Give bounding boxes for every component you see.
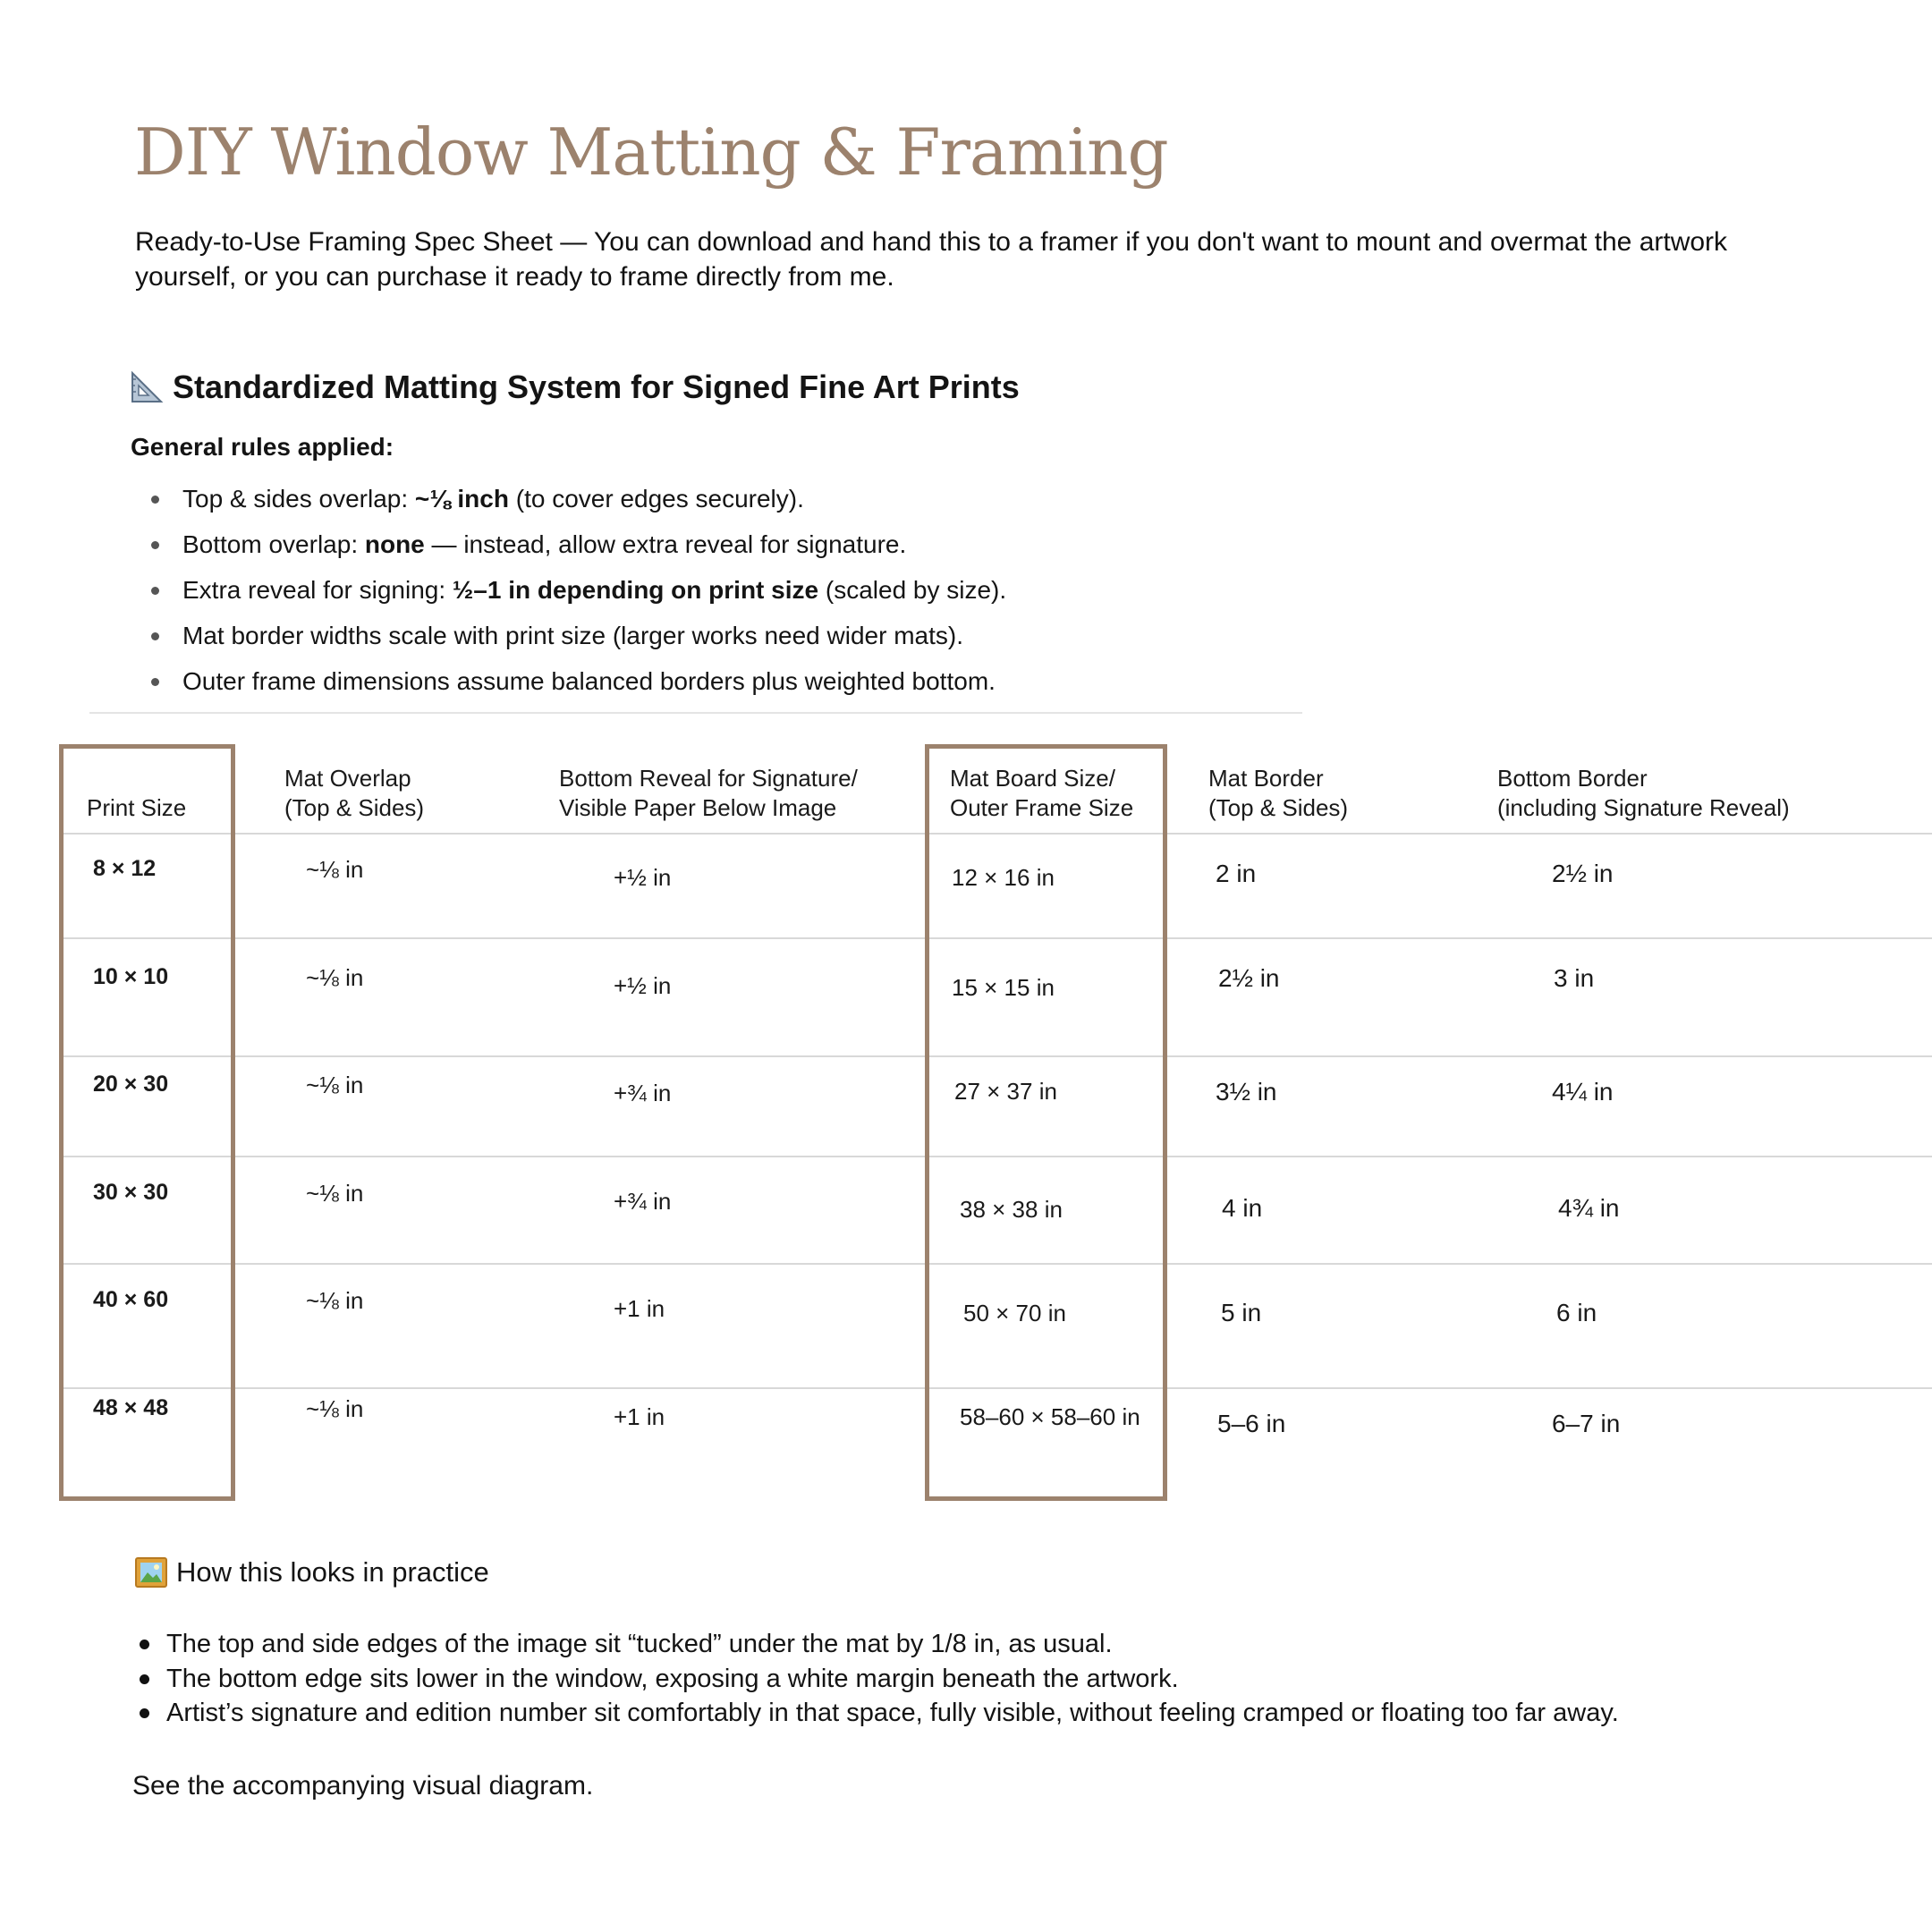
mat-board-column-highlight bbox=[925, 744, 1167, 1501]
page-title: DIY Window Matting & Framing bbox=[134, 114, 1168, 190]
triangular-ruler-icon bbox=[130, 370, 164, 404]
header-bottom-reveal: Bottom Reveal for Signature/ Visible Paper Below Image bbox=[559, 765, 858, 821]
intro-paragraph: Ready-to-Use Framing Spec Sheet — You can download and hand this to a framer if you don't want to mount and overmat the artwork yourself, or you can purchase it ready to frame directly from me. bbox=[135, 227, 1728, 292]
cell-overlap: ~⅛ in bbox=[306, 1287, 364, 1314]
cell-border: 5 in bbox=[1221, 1299, 1262, 1326]
header-mat-overlap: Mat Overlap (Top & Sides) bbox=[284, 765, 425, 821]
cell-reveal: +1 in bbox=[614, 1403, 665, 1430]
cell-overlap: ~⅛ in bbox=[306, 964, 364, 991]
cell-board-size: 15 × 15 in bbox=[952, 974, 1055, 1001]
cell-border: 2 in bbox=[1216, 860, 1257, 887]
list-item: Outer frame dimensions assume balanced borders plus weighted bottom. bbox=[132, 662, 1006, 708]
header-mat-border: Mat Border (Top & Sides) bbox=[1208, 765, 1349, 821]
cell-board-size: 38 × 38 in bbox=[960, 1196, 1063, 1223]
cell-print-size: 20 × 30 bbox=[93, 1072, 169, 1097]
cell-board-size: 58–60 × 58–60 in bbox=[960, 1403, 1140, 1430]
cell-print-size: 30 × 30 bbox=[93, 1180, 169, 1205]
header-mat-board-size: Mat Board Size/ Outer Frame Size bbox=[950, 765, 1134, 821]
cell-bottom-border: 6–7 in bbox=[1552, 1410, 1621, 1437]
cell-board-size: 50 × 70 in bbox=[963, 1300, 1066, 1326]
list-item: Mat border widths scale with print size (larger works need wider mats). bbox=[132, 616, 1006, 662]
list-item: Top & sides overlap: ~⅛ inch (to cover edges securely). bbox=[132, 479, 1006, 525]
cell-bottom-border: 4¼ in bbox=[1552, 1078, 1614, 1106]
cell-overlap: ~⅛ in bbox=[306, 1180, 364, 1207]
cell-overlap: ~⅛ in bbox=[306, 856, 364, 883]
cell-overlap: ~⅛ in bbox=[306, 1395, 364, 1422]
cell-print-size: 48 × 48 bbox=[93, 1395, 169, 1420]
list-item: Bottom overlap: none — instead, allow extra reveal for signature. bbox=[132, 525, 1006, 571]
list-item: The bottom edge sits lower in the window, exposing a white margin beneath the artwork. bbox=[134, 1662, 1619, 1697]
cell-reveal: +1 in bbox=[614, 1295, 665, 1322]
rules-label: General rules applied: bbox=[131, 433, 394, 461]
cell-print-size: 10 × 10 bbox=[93, 964, 169, 989]
cell-bottom-border: 2½ in bbox=[1552, 860, 1614, 887]
cell-print-size: 40 × 60 bbox=[93, 1287, 169, 1312]
framed-picture-icon bbox=[135, 1557, 167, 1588]
section-heading-text: Standardized Matting System for Signed Fine Art Prints bbox=[173, 369, 1020, 405]
cell-board-size: 12 × 16 in bbox=[952, 864, 1055, 891]
rules-list bbox=[132, 479, 1006, 708]
cell-border: 5–6 in bbox=[1217, 1410, 1286, 1437]
cell-reveal: +½ in bbox=[614, 972, 672, 999]
header-bottom-border: Bottom Border (including Signature Reveal) bbox=[1497, 765, 1790, 821]
cell-print-size: 8 × 12 bbox=[93, 856, 157, 881]
cell-reveal: +¾ in bbox=[614, 1188, 672, 1215]
cell-bottom-border: 4¾ in bbox=[1558, 1194, 1620, 1222]
practice-heading-text: How this looks in practice bbox=[176, 1556, 489, 1588]
cell-bottom-border: 6 in bbox=[1556, 1299, 1597, 1326]
cell-border: 3½ in bbox=[1216, 1078, 1277, 1106]
list-item: Extra reveal for signing: ½–1 in depending on print size (scaled by size). bbox=[132, 571, 1006, 616]
practice-list bbox=[134, 1627, 1619, 1731]
cell-overlap: ~⅛ in bbox=[306, 1072, 364, 1098]
cell-border: 4 in bbox=[1222, 1194, 1263, 1222]
cell-board-size: 27 × 37 in bbox=[954, 1078, 1057, 1105]
cell-reveal: +½ in bbox=[614, 864, 672, 891]
practice-heading bbox=[135, 1556, 489, 1589]
header-print-size: Print Size bbox=[87, 794, 187, 821]
print-size-column-highlight bbox=[59, 744, 235, 1501]
list-item: Artist’s signature and edition number sit comfortably in that space, fully visible, without feeling cramped or floating too far away. bbox=[134, 1696, 1619, 1731]
list-item: The top and side edges of the image sit “tucked” under the mat by 1/8 in, as usual. bbox=[134, 1627, 1619, 1662]
cell-border: 2½ in bbox=[1218, 964, 1280, 992]
cell-reveal: +¾ in bbox=[614, 1080, 672, 1106]
footnote: See the accompanying visual diagram. bbox=[132, 1771, 594, 1801]
section-heading bbox=[130, 369, 1020, 406]
cell-bottom-border: 3 in bbox=[1554, 964, 1595, 992]
divider bbox=[89, 712, 1302, 714]
